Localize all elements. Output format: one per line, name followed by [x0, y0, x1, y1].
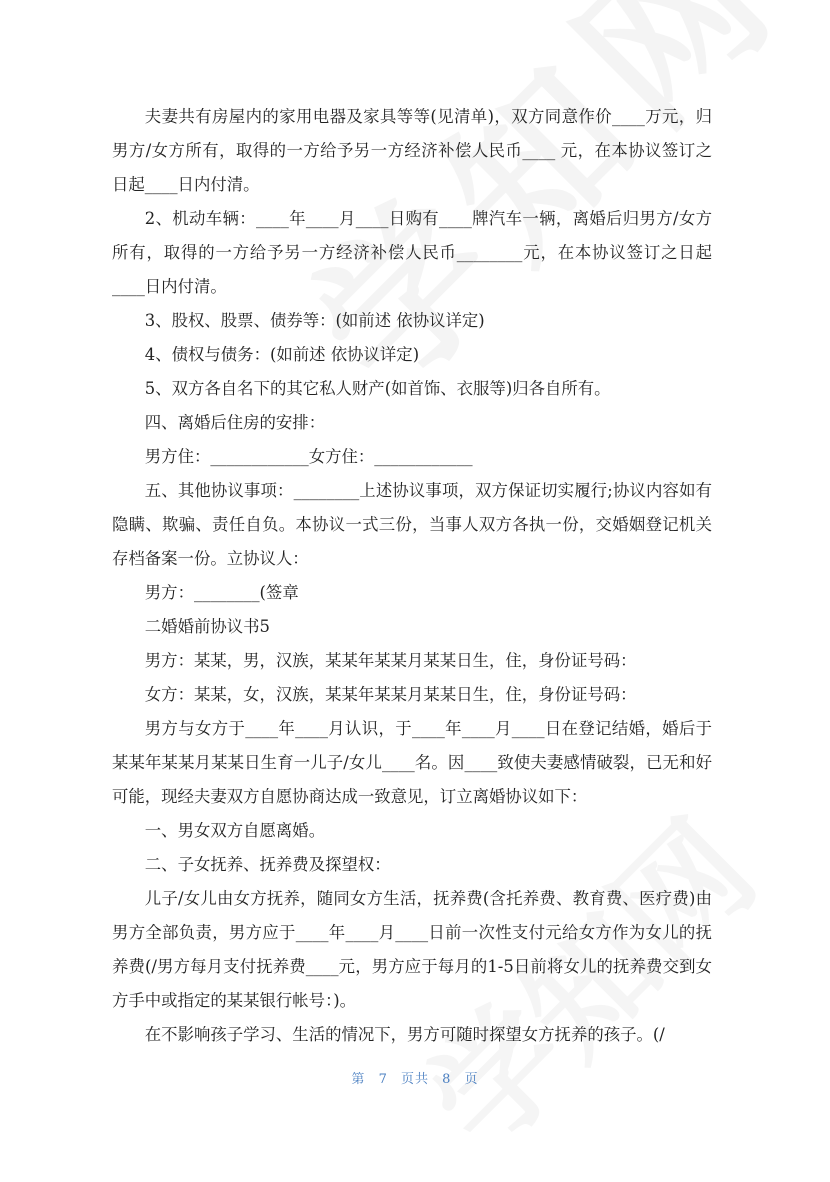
paragraph-appliances: 夫妻共有房屋内的家用电器及家具等等(见清单)，双方同意作价____万元，归男方/女方所有，取得的一方给予另一方经济补偿人民币____ 元，在本协议签订之日起____日内付清。 [112, 107, 712, 194]
paragraph-stocks: 3、股权、股票、债券等：(如前述 依协议详定) [144, 311, 485, 330]
section-heading-custody: 二、子女抚养、抚养费及探望权： [144, 855, 391, 874]
paragraph-debts: 4、债权与债务：(如前述 依协议详定) [144, 345, 420, 364]
paragraph-female-party: 女方：某某，女，汉族，某某年某某月某某日生，住，身份证号码： [144, 685, 637, 704]
paragraph-visitation: 在不影响孩子学习、生活的情况下，男方可随时探望女方抚养的孩子。(/ [144, 1025, 665, 1044]
paragraph-male-party: 男方：某某，男，汉族，某某年某某月某某日生，住，身份证号码： [144, 651, 637, 670]
paragraph-residence: 男方住：____________女方住：____________ [144, 447, 473, 466]
footer-total-pages: 8 [442, 1072, 452, 1087]
paragraph-other-matters: 五、其他协议事项：________上述协议事项，双方保证切实履行;协议内容如有隐瞒、欺骗、责任自负。本协议一式三份，当事人双方各执一份，交婚姻登记机关存档备案一份。立协议人： [112, 481, 712, 568]
section-heading-housing: 四、离婚后住房的安排： [144, 413, 326, 432]
footer-current-page: 7 [378, 1072, 388, 1087]
section-heading-divorce: 一、男女双方自愿离婚。 [144, 821, 326, 840]
page-footer [0, 1068, 830, 1087]
paragraph-background: 男方与女方于____年____月认识，于____年____月____日在登记结婚，婚后于某某年某某月某某日生育一儿子/女儿____名。因____致使夫妻感情破裂，已无和好可能，现经夫妻双方自愿协商达成一致意见，订立离婚协议如下： [112, 719, 712, 806]
footer-middle: 页共 [400, 1072, 429, 1087]
document-body [112, 100, 712, 1052]
paragraph-signature: 男方：________(签章 [144, 583, 299, 602]
footer-suffix: 页 [464, 1072, 479, 1087]
footer-prefix: 第 [351, 1072, 366, 1087]
paragraph-personal-property: 5、双方各自名下的其它私人财产(如首饰、衣服等)归各自所有。 [144, 379, 611, 398]
paragraph-child-support: 儿子/女儿由女方抚养，随同女方生活，抚养费(含托养费、教育费、医疗费)由男方全部负责，男方应于____年____月____日前一次性支付元给女方作为女儿的抚养费(/男方每月支付抚养费____元，男方应于每月的1-5日前将女儿的抚养费交到女方手中或指定的某某银行帐号：)。 [112, 889, 712, 1010]
document-title: 二婚婚前协议书5 [144, 617, 270, 636]
paragraph-vehicle: 2、机动车辆：____年____月____日购有____牌汽车一辆，离婚后归男方/女方所有，取得的一方给予另一方经济补偿人民币________元，在本协议签订之日起____日内付清。 [112, 209, 712, 296]
